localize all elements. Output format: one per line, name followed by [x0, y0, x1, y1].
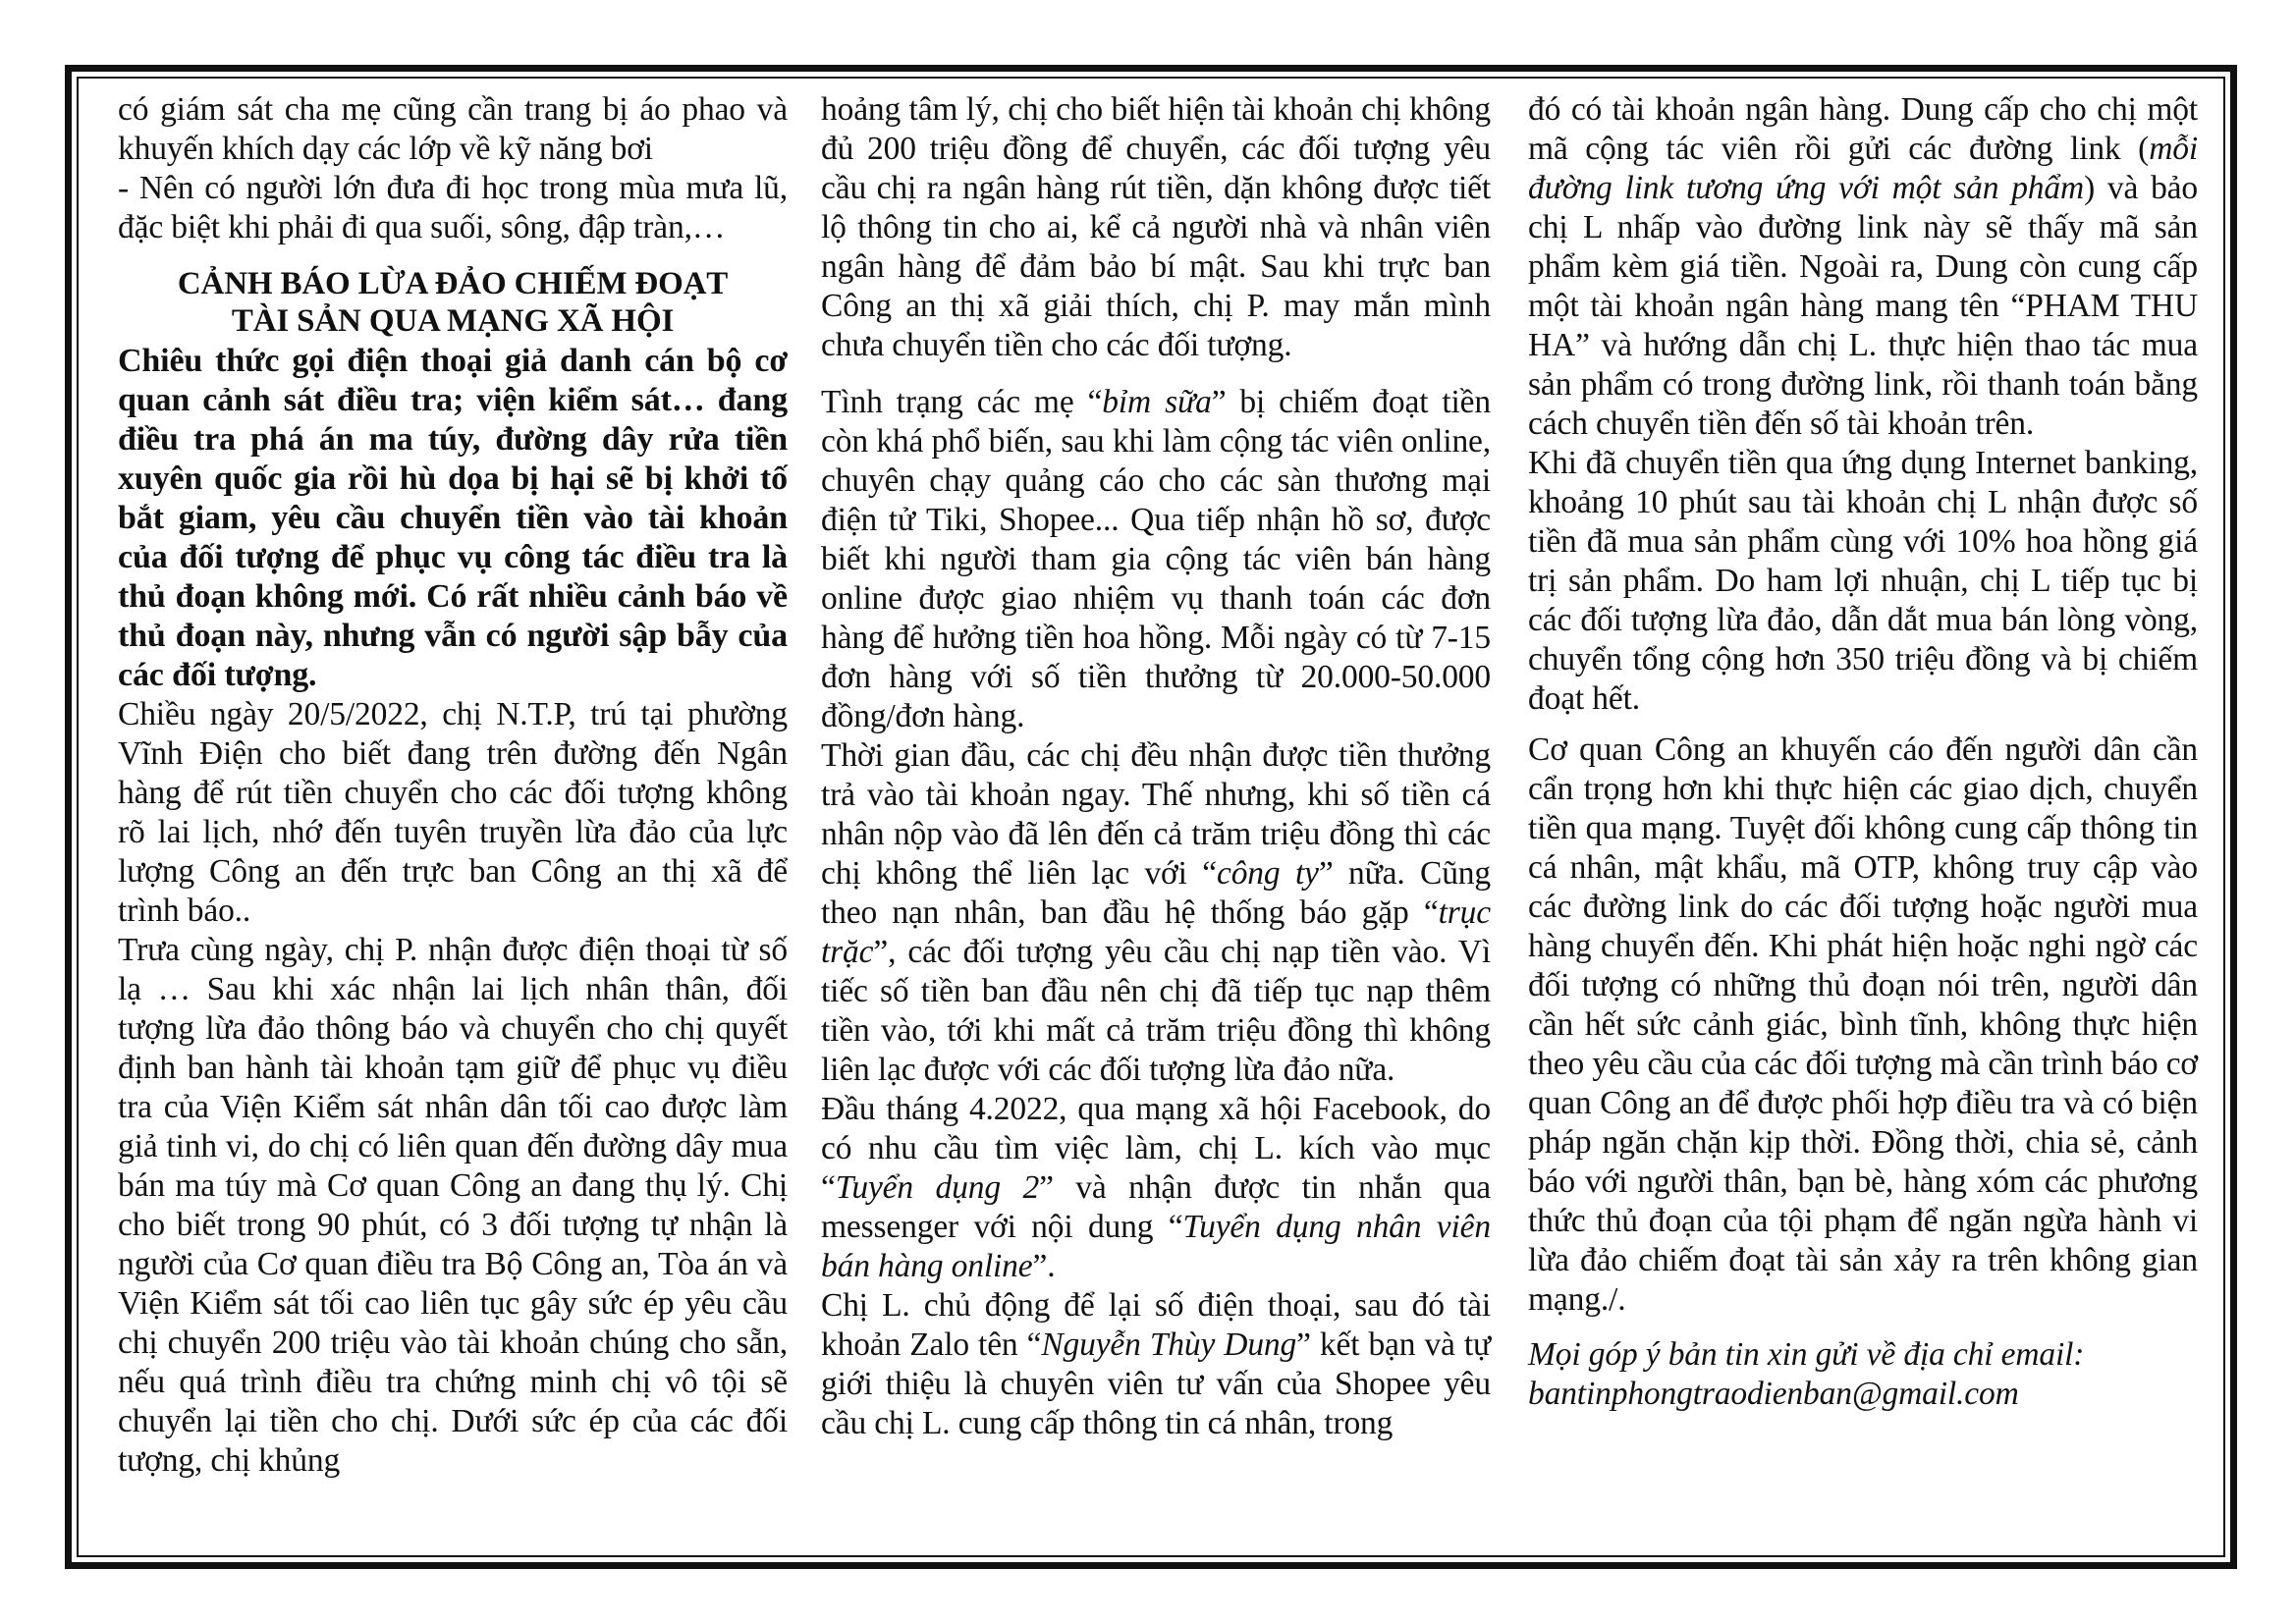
italic-term: Nguyễn Thùy Dung	[1041, 1326, 1297, 1363]
contact-line: Mọi góp ý bản tin xin gửi về địa chỉ email:	[1528, 1336, 2085, 1373]
paragraph-case-2-contact: Chị L. chủ động để lại số điện thoại, sau đó tài khoản Zalo tên “Nguyễn Thùy Dung” kết bạn và tự giới thiệu là chuyên viên tư vấn của Shopee yêu cầu chị L. cung cấp thông tin cá nhân, trong	[821, 1287, 1491, 1441]
paragraph-police-advice: Cơ quan Công an khuyến cáo đến người dân cần cẩn trọng hơn khi thực hiện các giao dịch, chuyển tiền qua mạng. Tuyệt đối không cung cấp thông tin cá nhân, mật khẩu, mã OTP, không truy cập vào các đường link do các đối tượng hoặc người mua hàng chuyển đến. Khi phát hiện hoặc nghi ngờ các đối tượng có những thủ đoạn nói trên, người dân cần hết sức cảnh giác, bình tĩnh, không thực hiện theo yêu cầu của các đối tượng mà cần trình báo cơ quan Công an để được phối hợp điều tra và có biện pháp ngăn chặn kịp thời. Đồng thời, chia sẻ, cảnh báo với người thân, bạn bè, hàng xóm các phương thức thủ đoạn của tội phạm để ngăn ngừa hành vi lừa đảo chiếm đoạt tài sản xảy ra trên không gian mạng./.	[1528, 731, 2198, 1318]
italic-term: Tuyển dụng nhân viên bán hàng online	[821, 1209, 1491, 1284]
paragraph-case-2-outcome: Khi đã chuyển tiền qua ứng dụng Internet banking, khoảng 10 phút sau tài khoản chị L nhận được số tiền đã mua sản phẩm cùng với 10% hoa hồng giá trị sản phẩm. Do ham lợi nhuận, chị L tiếp tục bị các đối tượng lừa đảo, dẫn dắt mua bán lòng vòng, chuyển tổng cộng hơn 350 triệu đồng và bị chiếm đoạt hết.	[1528, 445, 2198, 717]
article-headline	[118, 265, 788, 340]
paragraph-case-2-continued: đó có tài khoản ngân hàng. Dung cấp cho chị một mã cộng tác viên rồi gửi các đường link (mỗi đường link tương ứng với một sản phẩm) và bảo chị L nhấp vào đường link này sẽ thấy mã sản phẩm kèm giá tiền. Ngoài ra, Dung còn cung cấp một tài khoản ngân hàng mang tên “PHAM THU HA” và hướng dẫn chị L. thực hiện thao tác mua sản phẩm có trong đường link, rồi thanh toán bằng cách chuyển tiền đến số tài khoản trên.	[1528, 91, 2198, 442]
italic-term: Tuyển dụng 2	[835, 1169, 1040, 1206]
contact-email: bantinphongtraodienban@gmail.com	[1528, 1376, 2019, 1412]
italic-term: trục trặc	[821, 894, 1491, 970]
paragraph-case-2: Đầu tháng 4.2022, qua mạng xã hội Facebook, do có nhu cầu tìm việc làm, chị L. kích vào mục “Tuyển dụng 2” và nhận được tin nhắn qua messenger với nội dung “Tuyển dụng nhân viên bán hàng online”.	[821, 1091, 1491, 1284]
italic-term: mỗi đường link tương ứng với một sản phẩm	[1528, 131, 2198, 206]
headline-line-2: TÀI SẢN QUA MẠNG XÃ HỘI	[231, 303, 675, 339]
contact-note	[1528, 1335, 2198, 1414]
paragraph-case-1: Chiều ngày 20/5/2022, chị N.T.P, trú tại phường Vĩnh Điện cho biết đang trên đường đến Ngân hàng để rút tiền chuyển cho các đối tượng không rõ lai lịch, nhớ đến tuyên truyền lừa đảo của lực lượng Công an đến trực ban Công an thị xã để trình báo..	[118, 696, 788, 929]
paragraph-case-1-end: hoảng tâm lý, chị cho biết hiện tài khoản chị không đủ 200 triệu đồng để chuyển, các đối tượng yêu cầu chị ra ngân hàng rút tiền, dặn không được tiết lộ thông tin cho ai, kể cả người nhà và nhân viên ngân hàng để đảm bảo bí mật. Sau khi trực ban Công an thị xã giải thích, chị P. may mắn mình chưa chuyển tiền cho các đối tượng.	[821, 91, 1491, 363]
column-right	[1528, 90, 2198, 1414]
article-lead: Chiêu thức gọi điện thoại giả danh cán bộ cơ quan cảnh sát điều tra; viện kiểm sát… đang điều tra phá án ma túy, đường dây rửa tiền xuyên quốc gia rồi hù dọa bị hại sẽ bị khởi tố bắt giam, yêu cầu chuyển tiền vào tài khoản của đối tượng để phục vụ công tác điều tra là thủ đoạn không mới. Có rất nhiều cảnh báo về thủ đoạn này, nhưng vẫn có người sập bẫy của các đối tượng.	[118, 343, 788, 693]
paragraph-case-1-detail: Trưa cùng ngày, chị P. nhận được điện thoại từ số lạ … Sau khi xác nhận lai lịch nhân thân, đối tượng lừa đảo thông báo và chuyển cho chị quyết định ban hành tài khoản tạm giữ để phục vụ điều tra của Viện Kiểm sát nhân dân tối cao được làm giả tinh vi, do chị có liên quan đến đường dây mua bán ma túy mà Cơ quan Công an đang thụ lý. Chị cho biết trong 90 phút, có 3 đối tượng tự nhận là người của Cơ quan điều tra Bộ Công an, Tòa án và Viện Kiểm sát tối cao liên tục gây sức ép yêu cầu chị chuyển 200 triệu vào tài khoản chúng cho sẵn, nếu quá trình điều tra chứng minh chị vô tội sẽ chuyển lại tiền cho chị. Dưới sức ép của các đối tượng, chị khủng	[118, 932, 788, 1479]
paragraph-mothers-scam: Tình trạng các mẹ “bỉm sữa” bị chiếm đoạt tiền còn khá phổ biến, sau khi làm cộng tác viên online, chuyên chạy quảng cáo cho các sàn thương mại điện tử Tiki, Shopee... Qua tiếp nhận hồ sơ, được biết khi người tham gia cộng tác viên bán hàng online được giao nhiệm vụ thanh toán các đơn hàng để hưởng tiền hoa hồng. Mỗi ngày có từ 7-15 đơn hàng với số tiền thưởng từ 20.000-50.000 đồng/đơn hàng.	[821, 384, 1491, 734]
column-left	[118, 90, 788, 1481]
paragraph-safety-advice: có giám sát cha mẹ cũng cần trang bị áo phao và khuyến khích dạy các lớp về kỹ năng bơi	[118, 91, 788, 167]
column-middle	[821, 90, 1491, 1443]
paragraph-safety-advice-2: - Nên có người lớn đưa đi học trong mùa mưa lũ, đặc biệt khi phải đi qua suối, sông, đập tràn,…	[118, 170, 788, 245]
headline-line-1: CẢNH BÁO LỪA ĐẢO CHIẾM ĐOẠT	[177, 266, 729, 301]
italic-term: công ty	[1216, 855, 1319, 892]
paragraph-scam-progression: Thời gian đầu, các chị đều nhận được tiền thưởng trả vào tài khoản ngay. Thế nhưng, khi số tiền cá nhân nộp vào đã lên đến cả trăm triệu đồng thì các chị không thể liên lạc với “công ty” nữa. Cũng theo nạn nhân, ban đầu hệ thống báo gặp “trục trặc”, các đối tượng yêu cầu chị nạp tiền vào. Vì tiếc số tiền ban đầu nên chị đã tiếp tục nạp thêm tiền vào, tới khi mất cả trăm triệu đồng thì không liên lạc được với các đối tượng lừa đảo nữa.	[821, 737, 1492, 1088]
italic-term: bỉm sữa	[1102, 384, 1212, 420]
